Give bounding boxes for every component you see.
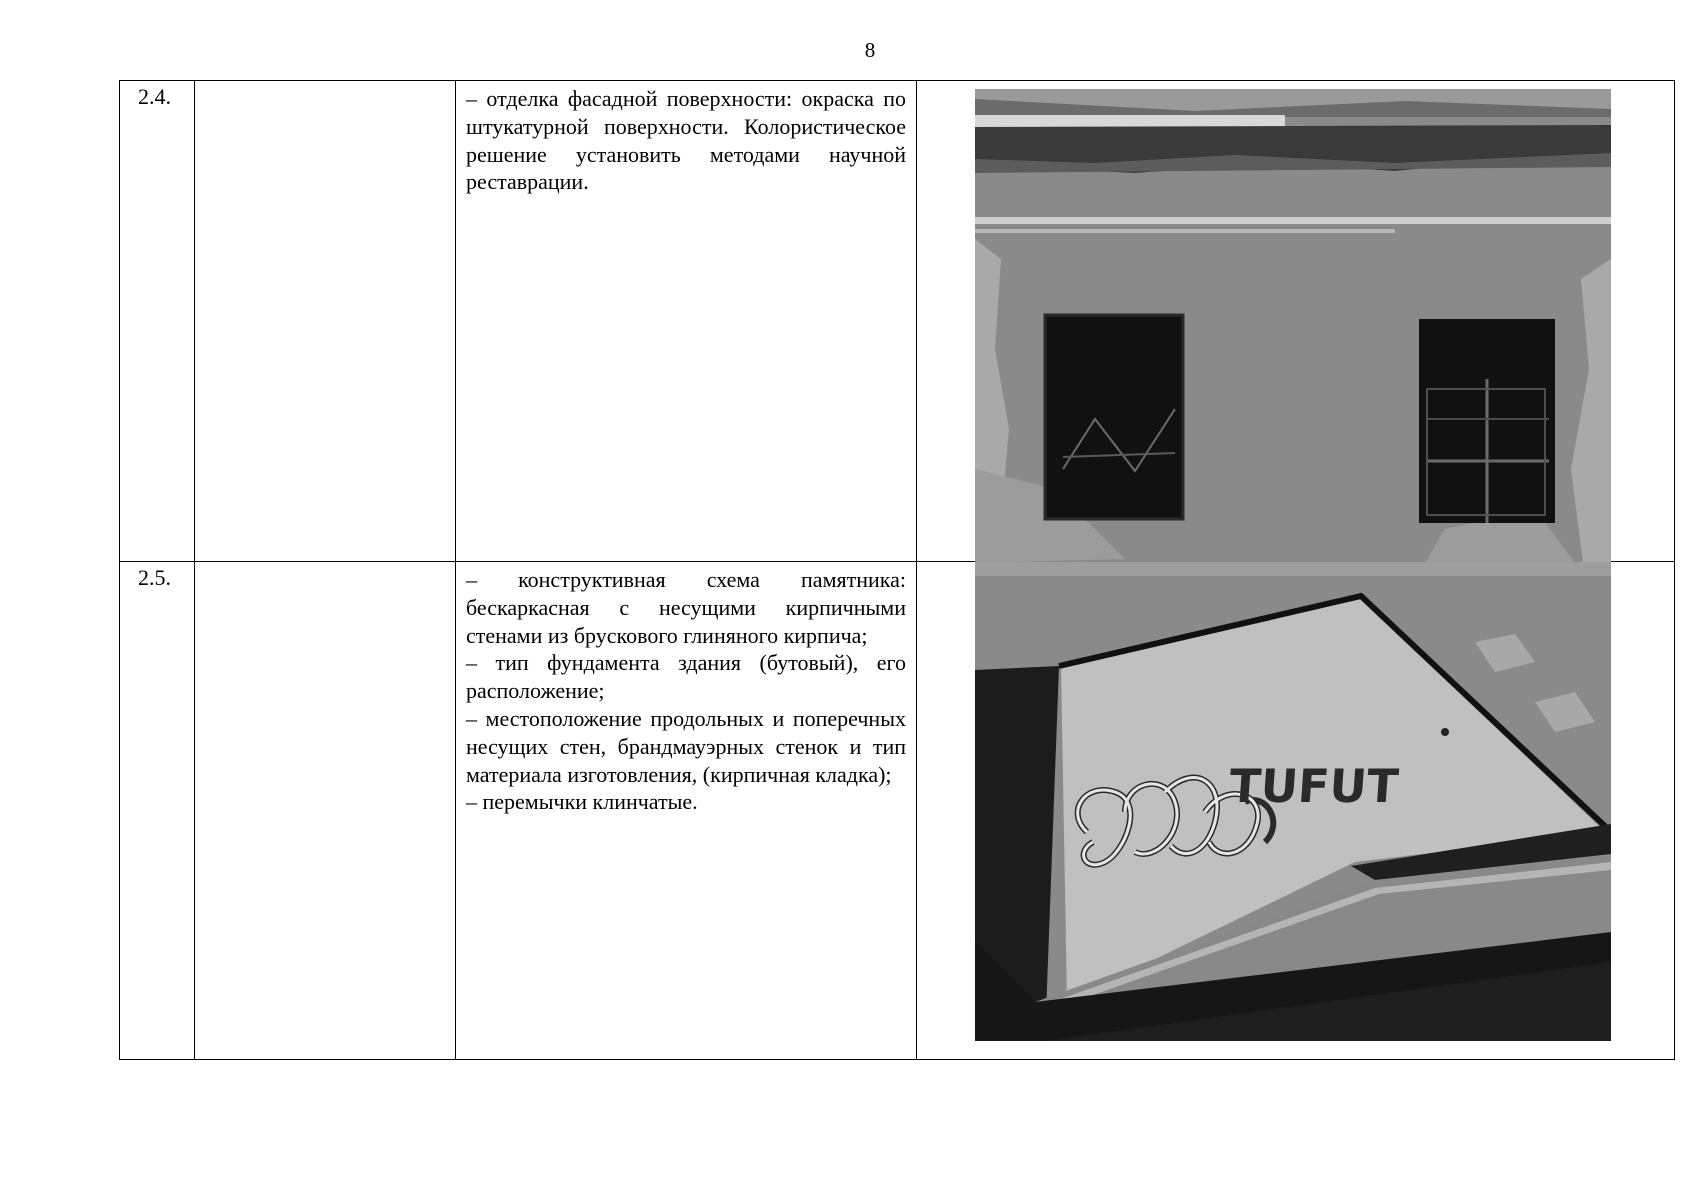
description-paragraph: – конструктивная схема памятника: бескаркасная с несущими кирпичными стенами из брускового глиняного кирпича; — [466, 567, 906, 648]
row-number: 2.4. — [138, 84, 171, 109]
description-text — [466, 85, 906, 196]
row-number: 2.5. — [138, 565, 171, 590]
photo-cell — [916, 80, 1675, 562]
description-paragraph: – перемычки клинчатые. — [466, 789, 698, 815]
table-row — [119, 80, 1675, 562]
description-paragraph: – тип фундамента здания (бутовый), его расположение; — [466, 650, 906, 704]
page-number: 8 — [864, 38, 876, 62]
row-number-cell — [119, 80, 195, 562]
description-paragraph: – местоположение продольных и поперечных несущих стен, брандмауэрных стенок и тип материала изготовления, (кирпичная кладка); — [466, 705, 906, 787]
facade-with-two-windows-photo — [975, 89, 1611, 563]
empty-cell — [194, 562, 456, 1060]
firewall-with-graffiti-photo — [975, 562, 1611, 1041]
description-text — [466, 566, 906, 816]
empty-cell — [194, 80, 456, 562]
description-cell — [455, 562, 917, 1060]
description-paragraph: – отделка фасадной поверхности: окраска по штукатурной поверхности. Колористическое решение установить методами научной реставрации. — [466, 86, 906, 195]
table-row — [119, 562, 1675, 1060]
description-cell — [455, 80, 917, 562]
row-number-cell — [119, 562, 195, 1060]
photo-cell — [916, 562, 1675, 1060]
graffiti-text: TUFUT — [1227, 759, 1401, 813]
